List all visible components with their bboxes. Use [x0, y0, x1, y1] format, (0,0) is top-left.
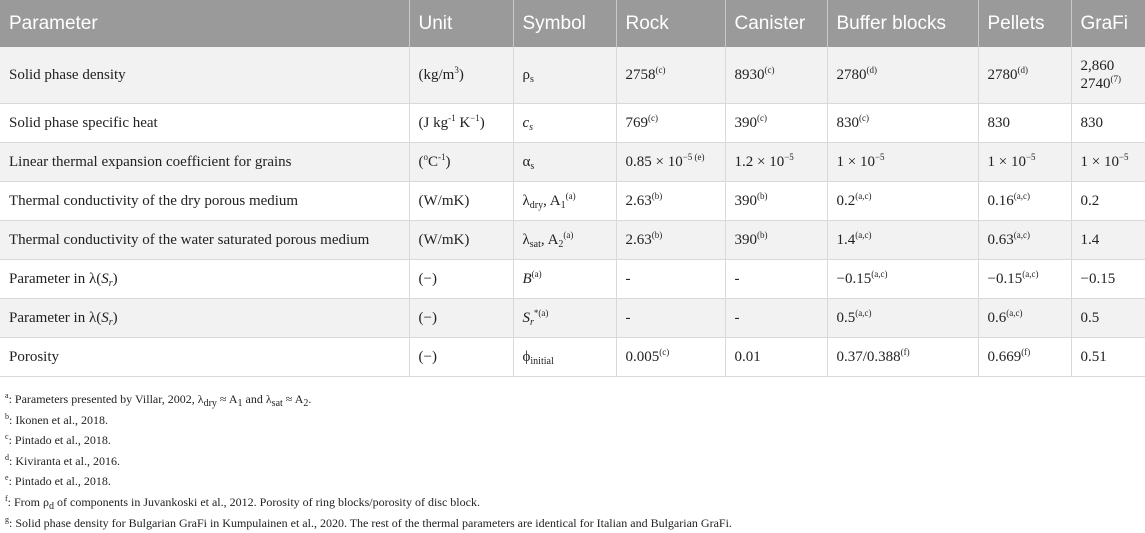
footnote-a: $^a$: Parameters presented by Villar, 2002, $\lambda_{dry} \approx A_1$ and $\lambda_{sat} \approx A_2$. [5, 391, 312, 409]
cell-rock: 2.63$^{(b)}$ [616, 221, 725, 260]
cell-grafi: 830 [1071, 104, 1145, 143]
footnote-e: $^e$: Pintado et al., 2018. [5, 473, 111, 489]
cell-parameter: Linear thermal expansion coefficient for grains [0, 143, 409, 182]
table-row [0, 143, 1145, 182]
table-row [0, 104, 1145, 143]
cell-unit: (J $kg^{-1}$ $K^{-1}$) [409, 104, 513, 143]
cell-rock: - [616, 260, 725, 299]
cell-unit: (W/mK) [409, 221, 513, 260]
cell-pellets: 2780$^{(d)}$ [978, 47, 1071, 104]
cell-unit: (−) [409, 260, 513, 299]
table-row [0, 182, 1145, 221]
cell-buffer-blocks: 0.2$^{(a,c)}$ [827, 182, 978, 221]
cell-symbol: $c_s$ [513, 104, 616, 143]
cell-unit: $(^oC^{-1})$ [409, 143, 513, 182]
cell-rock: - [616, 299, 725, 338]
table-row [0, 299, 1145, 338]
cell-parameter: Solid phase specific heat [0, 104, 409, 143]
cell-rock: 769$^{(c)}$ [616, 104, 725, 143]
cell-buffer-blocks: 1.4$^{(a,c)}$ [827, 221, 978, 260]
cell-symbol: $B^{(a)}$ [513, 260, 616, 299]
cell-parameter: Parameter in $\lambda(S_r)$ [0, 260, 409, 299]
cell-canister: 390$^{(b)}$ [725, 221, 827, 260]
cell-pellets: 0.63$^{(a,c)}$ [978, 221, 1071, 260]
cell-parameter: Porosity [0, 338, 409, 377]
header-unit: Unit [409, 0, 513, 47]
cell-buffer-blocks: 830$^{(c)}$ [827, 104, 978, 143]
footnote-b: $^b$: Ikonen et al., 2018. [5, 411, 108, 427]
cell-symbol: $S_r^{*(a)}$ [513, 299, 616, 338]
cell-symbol: $\alpha_s$ [513, 143, 616, 182]
cell-canister: 0.01 [725, 338, 827, 377]
cell-rock: 2.63$^{(b)}$ [616, 182, 725, 221]
cell-unit: (W/mK) [409, 182, 513, 221]
cell-pellets: 0.669$^{(f)}$ [978, 338, 1071, 377]
cell-symbol: $\rho_s$ [513, 47, 616, 104]
cell-symbol: $\lambda_{dry}$, $A_1^{(a)}$ [513, 182, 616, 221]
cell-grafi: 0.5 [1071, 299, 1145, 338]
cell-buffer-blocks: 2780$^{(d)}$ [827, 47, 978, 104]
cell-grafi: 1.4 [1071, 221, 1145, 260]
header-symbol: Symbol [513, 0, 616, 47]
cell-parameter: Parameter in $\lambda(S_r)$ [0, 299, 409, 338]
footnote-g: $^g$: Solid phase density for Bulgarian GraFi in Kumpulainen et al., 2020. The rest of the thermal parameters are identical for Italian and Bulgarian GraFi. [5, 514, 732, 530]
footnote-d: $^d$: Kiviranta et al., 2016. [5, 452, 120, 468]
cell-parameter: Thermal conductivity of the dry porous medium [0, 182, 409, 221]
cell-rock: 2758$^{(c)}$ [616, 47, 725, 104]
header-grafi: GraFi [1071, 0, 1145, 47]
cell-grafi: $1 \times 10^{-5}$ [1071, 143, 1145, 182]
cell-canister: 390$^{(c)}$ [725, 104, 827, 143]
header-pellets: Pellets [978, 0, 1071, 47]
cell-pellets: 830 [978, 104, 1071, 143]
cell-rock: $0.85 \times 10^{-5}$ $^{(e)}$ [616, 143, 725, 182]
cell-buffer-blocks: $1 \times 10^{-5}$ [827, 143, 978, 182]
cell-symbol: $\phi_{initial}$ [513, 338, 616, 377]
cell-canister: 8930$^{(c)}$ [725, 47, 827, 104]
cell-grafi: −0.15 [1071, 260, 1145, 299]
cell-canister: 390$^{(b)}$ [725, 182, 827, 221]
cell-buffer-blocks: $-0.15^{(a,c)}$ [827, 260, 978, 299]
cell-canister: $1.2 \times 10^{-5}$ [725, 143, 827, 182]
footnote-c: $^c$: Pintado et al., 2018. [5, 432, 111, 448]
cell-parameter: Solid phase density [0, 47, 409, 104]
cell-pellets: 0.6$^{(a,c)}$ [978, 299, 1071, 338]
header-canister: Canister [725, 0, 827, 47]
cell-pellets: $1 \times 10^{-5}$ [978, 143, 1071, 182]
cell-canister: - [725, 299, 827, 338]
cell-pellets: $-0.15^{(a,c)}$ [978, 260, 1071, 299]
table-row [0, 47, 1145, 104]
header-buffer-blocks: Buffer blocks [827, 0, 978, 47]
cell-grafi: 2,860 2740$^{(7)}$ [1071, 47, 1145, 104]
cell-buffer-blocks: 0.5$^{(a,c)}$ [827, 299, 978, 338]
cell-unit: (−) [409, 299, 513, 338]
cell-parameter: Thermal conductivity of the water saturated porous medium [0, 221, 409, 260]
cell-grafi: 0.51 [1071, 338, 1145, 377]
table-row [0, 221, 1145, 260]
cell-symbol: $\lambda_{sat}$, $A_2^{(a)}$ [513, 221, 616, 260]
footnote-f: $^f$: From $\rho_d$ of components in Juvankoski et al., 2012. Porosity of ring blocks/porosity of disc block. [5, 493, 480, 512]
table-row [0, 260, 1145, 299]
header-rock: Rock [616, 0, 725, 47]
header-parameter: Parameter [0, 0, 409, 47]
cell-unit: (−) [409, 338, 513, 377]
header-row [0, 0, 1145, 47]
cell-grafi: 0.2 [1071, 182, 1145, 221]
footnotes [0, 377, 1145, 533]
cell-rock: 0.005$^{(c)}$ [616, 338, 725, 377]
cell-canister: - [725, 260, 827, 299]
cell-buffer-blocks: 0.37/0.388$^{(f)}$ [827, 338, 978, 377]
cell-pellets: 0.16$^{(a,c)}$ [978, 182, 1071, 221]
table-row [0, 338, 1145, 377]
cell-unit: $(kg/m^3)$ [409, 47, 513, 104]
